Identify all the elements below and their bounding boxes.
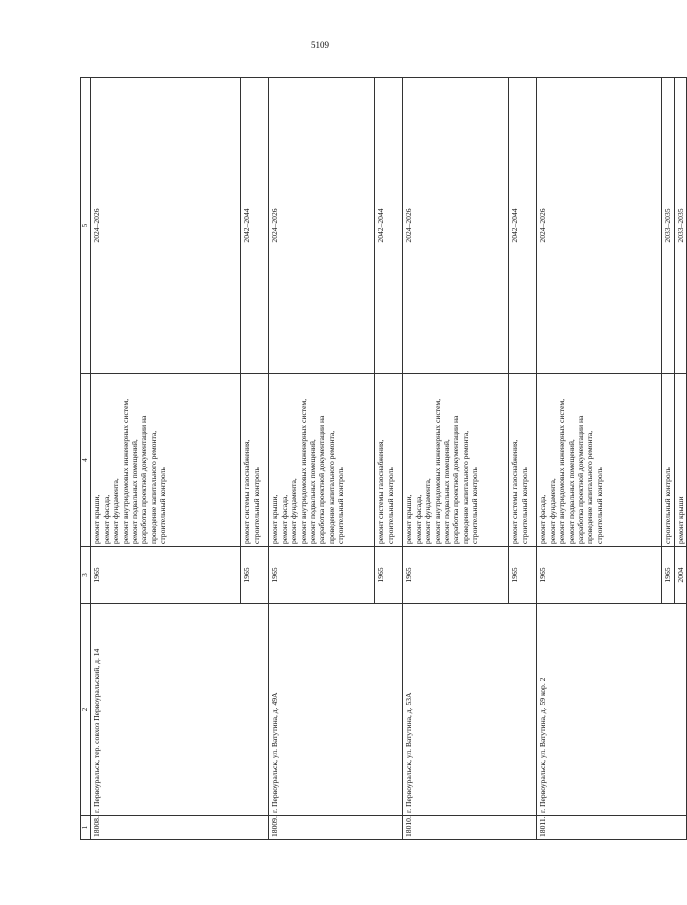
work-item: строительный контроль <box>158 467 168 544</box>
repair-period: 2042–2044 <box>375 78 403 374</box>
works-list <box>403 374 509 547</box>
works-list <box>241 374 269 547</box>
repair-period: 2033–2035 <box>674 78 686 374</box>
rotated-table-wrapper <box>80 78 685 840</box>
work-item: ремонт внутридомовых инженерных систем, <box>432 398 442 544</box>
work-item: проведение капитального ремонта, <box>326 430 336 544</box>
record-address: г. Первоуральск, ул. Ватутина, д. 59 кор. 2 <box>537 604 687 816</box>
work-item: ремонт подвальных помещений, <box>130 439 140 544</box>
repair-period: 2024–2026 <box>269 78 375 374</box>
header-col-4: 4 <box>81 374 91 547</box>
header-col-2: 2 <box>81 604 91 816</box>
table-row <box>403 78 509 840</box>
record-address: г. Первоуральск, ул. Ватутина, д. 53А <box>403 604 537 816</box>
work-item: ремонт системы газоснабжения, <box>376 439 386 544</box>
table-row <box>91 78 241 840</box>
work-item: ремонт внутридомовых инженерных систем, <box>298 398 308 544</box>
work-item: ремонт системы газоснабжения, <box>242 439 252 544</box>
work-item: ремонт подвальных помещений, <box>442 439 452 544</box>
work-item: ремонт крыши, <box>270 494 280 544</box>
works-list <box>537 374 662 547</box>
work-item: строительный контроль <box>251 467 261 544</box>
page-number: 5109 <box>311 40 329 50</box>
build-year: 1965 <box>662 547 674 604</box>
repair-period: 2042–2044 <box>241 78 269 374</box>
record-address: г. Первоуральск, ул. Ватутина, д. 49А <box>269 604 403 816</box>
work-item: строительный контроль <box>470 467 480 544</box>
build-year: 1965 <box>403 547 509 604</box>
header-col-1: 1 <box>81 816 91 840</box>
works-list <box>91 374 241 547</box>
build-year: 1965 <box>537 547 662 604</box>
work-item: ремонт подвальных помещений, <box>308 439 318 544</box>
work-item: ремонт крыши, <box>92 494 102 544</box>
work-item: проведение капитального ремонта, <box>460 430 470 544</box>
work-item: разработка проектной документации на <box>317 415 327 544</box>
header-col-3: 3 <box>81 547 91 604</box>
record-number: 18009. <box>269 816 403 840</box>
work-item: ремонт крыши, <box>404 494 414 544</box>
work-item: ремонт системы газоснабжения, <box>510 439 520 544</box>
work-item: ремонт фасада, <box>413 494 423 544</box>
build-year: 1965 <box>509 547 537 604</box>
repair-period: 2024–2026 <box>537 78 662 374</box>
table-row <box>269 78 375 840</box>
work-item: проведение капитального ремонта, <box>148 430 158 544</box>
work-item: ремонт внутридомовых инженерных систем, <box>120 398 130 544</box>
work-item: проведение капитального ремонта, <box>585 430 595 544</box>
work-item: строительный контроль <box>385 467 395 544</box>
build-year: 2004 <box>674 547 686 604</box>
record-number: 18008. <box>91 816 269 840</box>
header-row <box>81 78 91 840</box>
record-number: 18010. <box>403 816 537 840</box>
work-item: строительный контроль <box>663 467 673 544</box>
repair-period: 2033–2035 <box>662 78 674 374</box>
works-list <box>375 374 403 547</box>
repair-period: 2024–2026 <box>403 78 509 374</box>
build-year: 1965 <box>269 547 375 604</box>
work-item: разработка проектной документации на <box>139 415 149 544</box>
work-item: ремонт фундамента, <box>423 478 433 544</box>
build-year: 1965 <box>91 547 241 604</box>
works-list <box>269 374 375 547</box>
work-item: ремонт фундамента, <box>111 478 121 544</box>
work-item: ремонт фасада, <box>279 494 289 544</box>
work-item: ремонт внутридомовых инженерных систем, <box>557 398 567 544</box>
works-list <box>674 374 686 547</box>
work-item: ремонт фундамента, <box>289 478 299 544</box>
work-item: разработка проектной документации на <box>451 415 461 544</box>
capital-repair-table <box>80 77 687 840</box>
work-item: строительный контроль <box>594 467 604 544</box>
work-item: строительный контроль <box>519 467 529 544</box>
repair-period: 2024–2026 <box>91 78 241 374</box>
work-item: ремонт фундамента, <box>547 478 557 544</box>
table-row <box>537 78 662 840</box>
works-list <box>662 374 674 547</box>
works-list <box>509 374 537 547</box>
record-number: 18011. <box>537 816 687 840</box>
repair-period: 2042–2044 <box>509 78 537 374</box>
header-col-5: 5 <box>81 78 91 374</box>
work-item: ремонт фасада, <box>101 494 111 544</box>
work-item: разработка проектной документации на <box>576 415 586 544</box>
table-body <box>91 78 687 840</box>
build-year: 1965 <box>241 547 269 604</box>
work-item: ремонт крыши <box>675 496 685 544</box>
work-item: строительный контроль <box>336 467 346 544</box>
work-item: ремонт фасада, <box>538 494 548 544</box>
record-address: г. Первоуральск, тер. совхоз Первоуральский, д. 14 <box>91 604 269 816</box>
build-year: 1965 <box>375 547 403 604</box>
work-item: ремонт подвальных помещений, <box>566 439 576 544</box>
